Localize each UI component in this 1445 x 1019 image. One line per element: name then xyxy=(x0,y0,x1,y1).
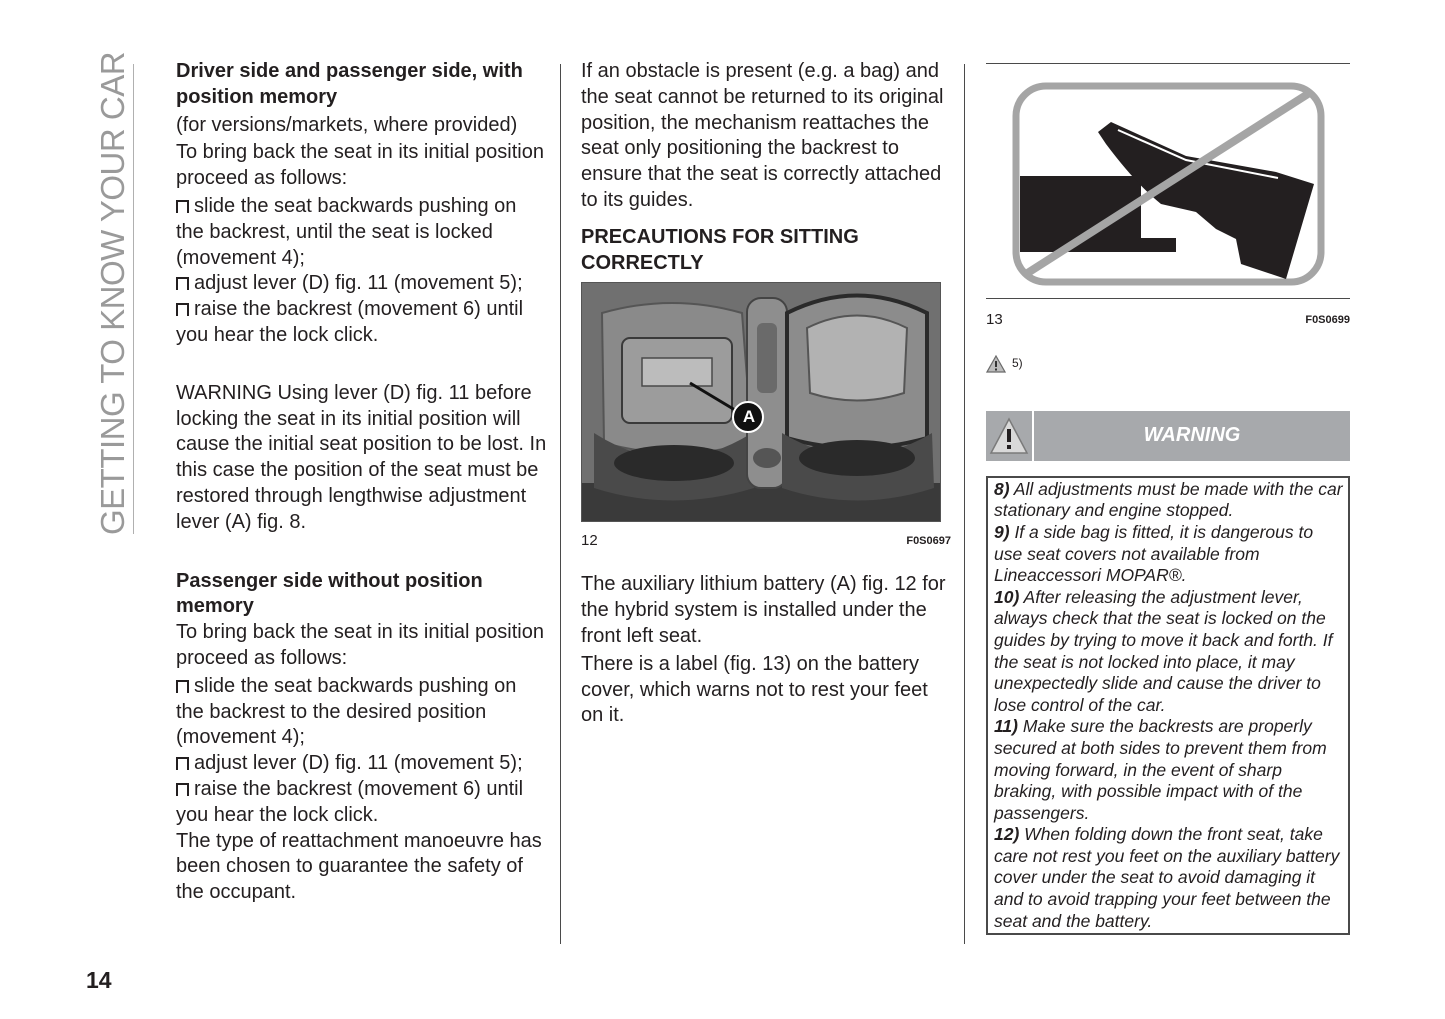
column-divider-2 xyxy=(964,64,965,944)
versions-note: (for versions/markets, where provided) xyxy=(176,113,518,136)
list-item: raise the backrest (movement 6) until you hear the lock click. xyxy=(176,298,524,346)
warning-reference-number: 5) xyxy=(1012,356,1023,370)
warning-item: 11) Make sure the backrests are properly secured at both sides to prevent them from moving forward, in the event of sharp braking, with possible impact with of the passengers. xyxy=(994,716,1327,823)
warning-item: 10) After releasing the adjustment lever, always check that the seat is locked on the guides by trying to move it back and forth. If the seat is not locked into place, it may unexpectedly slide and cause the driver to lose control of the car. xyxy=(994,586,1333,715)
section-title: GETTING TO KNOW YOUR CAR xyxy=(94,51,131,535)
checkbox-bullet-icon xyxy=(176,277,189,290)
checkbox-bullet-icon xyxy=(176,757,189,770)
closing-paragraph: The type of reattachment manoeuvre has been chosen to guarantee the safety of the occupant. xyxy=(176,829,542,904)
warning-header xyxy=(986,411,1350,461)
warning-item: 8) All adjustments must be made with the car stationary and engine stopped. xyxy=(994,478,1343,521)
figure-13-no-feet-label xyxy=(986,63,1350,299)
figure-code: F0S0697 xyxy=(906,535,951,548)
list-item: raise the backrest (movement 6) until you hear the lock click. xyxy=(176,777,524,826)
figure-code: F0S0699 xyxy=(1305,314,1350,326)
warning-triangle-icon xyxy=(986,355,1006,373)
section-title-rule xyxy=(133,64,134,534)
figure-marker-a: A xyxy=(742,407,756,427)
list-item: slide the seat backwards pushing on the backrest, until the seat is locked (movement 4); xyxy=(176,194,517,269)
warning-item: 9) If a side bag is fitted, it is dangerous to use seat covers not available from Lineaccessori MOPAR®. xyxy=(994,521,1314,586)
column-2 xyxy=(581,59,951,729)
warning-reference xyxy=(986,351,1350,377)
checkbox-bullet-icon xyxy=(176,680,189,693)
intro-paragraph-1: To bring back the seat in its initial position proceed as follows: xyxy=(176,141,544,190)
seats-photo-illustration xyxy=(582,283,941,522)
checkbox-bullet-icon xyxy=(176,783,189,796)
column-3 xyxy=(986,60,1350,935)
warning-box xyxy=(986,476,1350,935)
checkbox-bullet-icon xyxy=(176,303,189,316)
steps-list-2 xyxy=(176,674,548,829)
obstacle-paragraph: If an obstacle is present (e.g. a bag) and the seat cannot be returned to its original position, the mechanism reattaches the seat only positioning the backrest to ensure that the seat is correctly attached to its guides. xyxy=(581,60,944,211)
no-feet-prohibition-icon xyxy=(986,64,1350,300)
list-item: adjust lever (D) fig. 11 (movement 5); xyxy=(176,751,548,777)
warning-item: 12) When folding down the front seat, take care not rest you feet on the auxiliary battery cover under the seat to avoid damaging it and to avoid trapping your feet between the seat and the battery. xyxy=(994,824,1340,931)
checkbox-bullet-icon xyxy=(176,200,189,213)
column-divider-1 xyxy=(560,64,561,944)
intro-paragraph-2: To bring back the seat in its initial position proceed as follows: xyxy=(176,621,544,669)
figure-number: 12 xyxy=(581,532,598,550)
column-1 xyxy=(176,59,548,906)
warning-title: WARNING xyxy=(1143,423,1241,446)
page-number: 14 xyxy=(86,967,112,993)
figure-13-caption xyxy=(986,311,1350,329)
figure-12-caption xyxy=(581,532,951,550)
figure-12-seats-photo xyxy=(581,282,941,522)
list-item: slide the seat backwards pushing on the backrest to the desired position (movement 4); xyxy=(176,674,517,749)
battery-label-paragraph: There is a label (fig. 13) on the battery cover, which warns not to rest your feet on it. xyxy=(581,652,928,727)
list-item: adjust lever (D) fig. 11 (movement 5); xyxy=(176,271,548,297)
figure-number: 13 xyxy=(986,311,1003,328)
heading-precautions: PRECAUTIONS FOR SITTING CORRECTLY xyxy=(581,225,859,274)
heading-driver-passenger-memory: Driver side and passenger side, with position memory xyxy=(176,60,523,108)
warning-header-icon-cell xyxy=(986,411,1034,461)
warning-triangle-icon xyxy=(989,416,1029,456)
steps-list-1 xyxy=(176,194,548,349)
lever-warning-paragraph: WARNING Using lever (D) fig. 11 before locking the seat in its initial position will cause the initial seat position to be lost. In this case the position of the seat must be restored through lengthwise adjustment lever (A) fig. 8. xyxy=(176,381,547,533)
battery-location-paragraph: The auxiliary lithium battery (A) fig. 12 for the hybrid system is installed under the front left seat. xyxy=(581,573,946,647)
heading-passenger-no-memory: Passenger side without position memory xyxy=(176,569,483,618)
